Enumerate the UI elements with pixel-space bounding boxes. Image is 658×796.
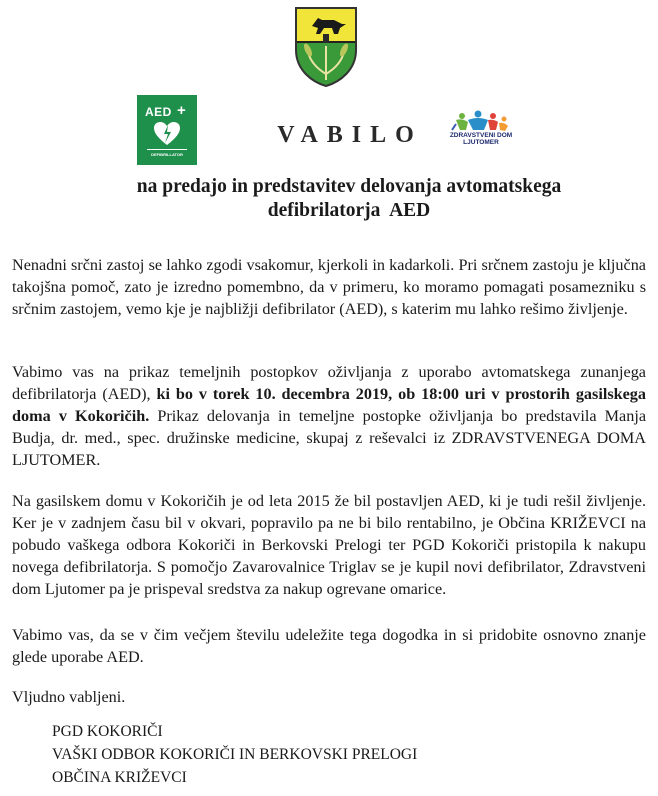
- aed-logo-subtext: DEFIBRILLATOR: [151, 152, 183, 157]
- paragraph-history: Na gasilskem domu v Kokoričih je od leta 2015 že bil postavljen AED, ki je tudi rešil življenje. Ker je v zadnjem času bil v okvari, popravilo pa ne bi bilo rentabilno, je Občina KRIŽEVCI na pobudo vaškega odbora Kokoriči in Berkovski Prelogi ter PGD Kokoriči pristopila k nakupu novega defibrilatorja. S pomočjo Zavarovalnice Triglav se je kupil novi defibrilator, Zdravstveni dom Ljutomer pa je prispeval sredstva za nakup ogrevane omarice.: [12, 492, 646, 598]
- subtitle-line2: defibrilatorja AED: [267, 200, 431, 221]
- invitation-text-start: Vabimo vas na prikaz temeljnih postopkov oživljanja z uporabo avtomatskega zunanjega defibrilatorja (AED),: [12, 363, 646, 403]
- paragraph-invitation: [12, 361, 646, 471]
- signature-village-board: VAŠKI ODBOR KOKORIČI IN BERKOVSKI PRELOGI: [52, 746, 418, 763]
- municipality-crest-logo: [290, 4, 362, 88]
- greeting: Vljudno vabljeni.: [12, 688, 126, 706]
- page-title: VABILO: [277, 122, 423, 148]
- signatures: [52, 720, 417, 789]
- signature-municipality: OBČINA KRIŽEVCI: [52, 769, 187, 786]
- event-date-location: ki bo v torek 10. decembra 2019, ob 18:00 uri v prostorih gasilskega doma v Kokoričih.: [12, 385, 646, 425]
- aed-logo-text: AED: [145, 105, 172, 119]
- paragraph-closing: Vabimo vas, da se v čim večjem številu udeležite tega dogodka in si pridobite osnovno znanje glede uporabe AED.: [12, 626, 646, 666]
- subtitle-line1: na predajo in predstavitev delovanja avtomatskega: [136, 176, 562, 197]
- zd-logo-line1: ZDRAVSTVENI DOM: [449, 132, 513, 139]
- invitation-text-end: Prikaz delovanja in temeljne postopke oživljanja bo predstavila Manja Budja, dr. med., spec. družinske medicine, skupaj z reševalci iz ZDRAVSTVENEGA DOMA LJUTOMER.: [12, 407, 647, 469]
- paragraph-intro: Nenadni srčni zastoj se lahko zgodi vsakomur, kjerkoli in kadarkoli. Pri srčnem zastoju je ključna takojšna pomoč, zato je izredno pomembno, da v primeru, ko moramo pomagati posamezniku s srčnim zastojem, vemo kje je najbližji defibrilator (AED), s katerim mu lahko rešimo življenje.: [12, 256, 646, 318]
- signature-pgd: PGD KOKORIČI: [52, 723, 163, 740]
- zd-logo-line2: LJUTOMER: [463, 139, 499, 146]
- plus-icon: +: [177, 102, 186, 119]
- page-subtitle: [0, 175, 658, 223]
- divider: [147, 149, 187, 150]
